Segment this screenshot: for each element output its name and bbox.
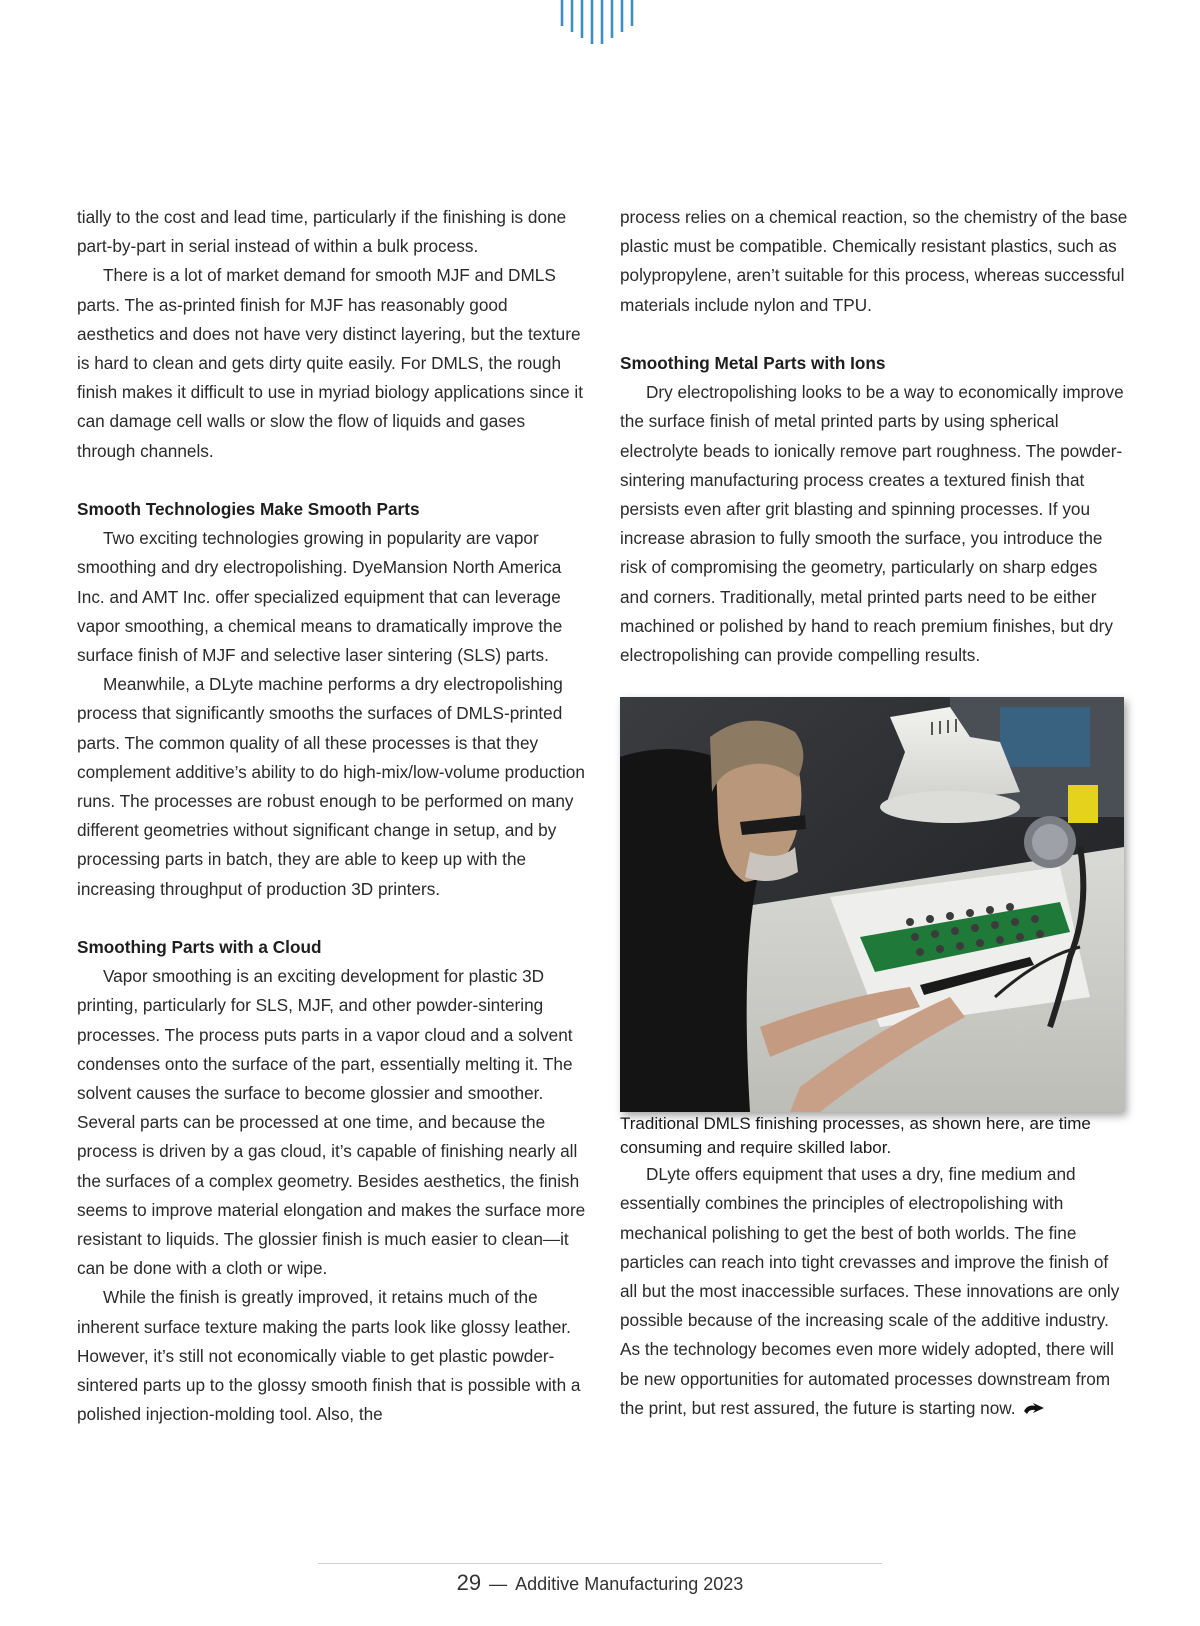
right-paragraph-2: Dry electropolishing looks to be a way to economically improve the surface finish of metal printed parts by using spherical electrolyte beads to ionically remove part roughness. The powder-sintering manufacturing process creates a textured finish that persists even after grit blasting and spinning processes. If you increase abrasion to fully smooth the surface, you introduce the risk of compromising the geometry, particularly on sharp edges and corners. Traditionally, metal printed parts need to be either machined or polished by hand to reach premium finishes, but dry electropolishing can provide compelling results. (620, 382, 1124, 666)
left-column (77, 203, 587, 1430)
photo-caption: Traditional DMLS finishing processes, as shown here, are time consuming and require skilled labor. (620, 1114, 1091, 1158)
left-paragraph-3: Two exciting technologies growing in popularity are vapor smoothing and dry electropolishing. DyeMansion North America Inc. and AMT Inc. offer specialized equipment that can leverage vapor smoothing, a chemical means to dramatically improve the surface finish of MJF and selective laser sintering (SLS) parts. (77, 528, 563, 666)
left-paragraph-2: There is a lot of market demand for smooth MJF and DMLS parts. The as-printed finish for MJF has reasonably good aesthetics and does not have very distinct layering, but the texture is hard to clean and gets dirty quite easily. For DMLS, the rough finish makes it difficult to use in myriad biology applications since it can damage cell walls or slow the flow of liquids and gases through channels. (77, 265, 583, 461)
page-number: 29 (456, 1570, 482, 1595)
left-paragraph-5: Vapor smoothing is an exciting development for plastic 3D printing, particularly for SLS, MJF, and other powder-sintering processes. The process puts parts in a vapor cloud and a solvent condenses onto the surface of the part, essentially melting it. The solvent causes the surface to become glossier and smoother. Several parts can be processed at one time, and because the process is driven by a gas cloud, it’s capable of finishing nearly all the surfaces of a complex geometry. Besides aesthetics, the finish seems to improve material elongation and makes the surface more resistant to liquids. The glossier finish is much easier to clean—it can be done with a cloth or wipe. (77, 966, 586, 1279)
finishing-photo (620, 697, 1124, 1112)
top-decorative-lines (558, 0, 642, 48)
right-paragraph-3 (620, 1160, 1130, 1423)
heading-smooth-technologies: Smooth Technologies Make Smooth Parts (77, 499, 420, 520)
footer (0, 1570, 1200, 1596)
left-paragraph-1: tially to the cost and lead time, particularly if the finishing is done part-by-part in serial instead of within a bulk process. (77, 207, 567, 257)
footer-rule (318, 1563, 882, 1564)
right-column (620, 203, 1130, 1423)
left-paragraph-6: While the finish is greatly improved, it retains much of the inherent surface texture making the parts look like glossy leather. However, it’s still not economically viable to get plastic powder-sintered parts up to the glossy smooth finish that is possible with a polished injection-molding tool. Also, the (77, 1287, 581, 1425)
right-paragraph-1: process relies on a chemical reaction, so the chemistry of the base plastic must be compatible. Chemically resistant plastics, such as polypropylene, aren’t suitable for this process, whereas successful materials include nylon and TPU. (620, 207, 1128, 315)
left-paragraph-4: Meanwhile, a DLyte machine performs a dry electropolishing process that significantly smooths the surfaces of DMLS-printed parts. The common quality of all these processes is that they complement additive’s ability to do high-mix/low-volume production runs. The processes are robust enough to be performed on many different geometries without significant change in setup, and by processing parts in batch, they are able to keep up with the increasing throughput of production 3D printers. (77, 674, 585, 899)
right-paragraph-3-text: DLyte offers equipment that uses a dry, fine medium and essentially combines the principles of electropolishing with mechanical polishing to get the best of both worlds. The fine particles can reach into tight crevasses and improve the finish of all but the most inaccessible surfaces. These innovations are only possible because of the increasing scale of the additive industry. As the technology becomes even more widely adopted, there will be new opportunities for automated processes downstream from the print, but rest assured, the future is starting now. (620, 1164, 1120, 1418)
footer-dash: — (489, 1574, 508, 1594)
end-mark-icon (1022, 1402, 1046, 1416)
heading-smoothing-metal-ions: Smoothing Metal Parts with Ions (620, 353, 886, 373)
heading-smoothing-parts-cloud: Smoothing Parts with a Cloud (77, 937, 322, 958)
publication-name: Additive Manufacturing 2023 (515, 1574, 744, 1594)
